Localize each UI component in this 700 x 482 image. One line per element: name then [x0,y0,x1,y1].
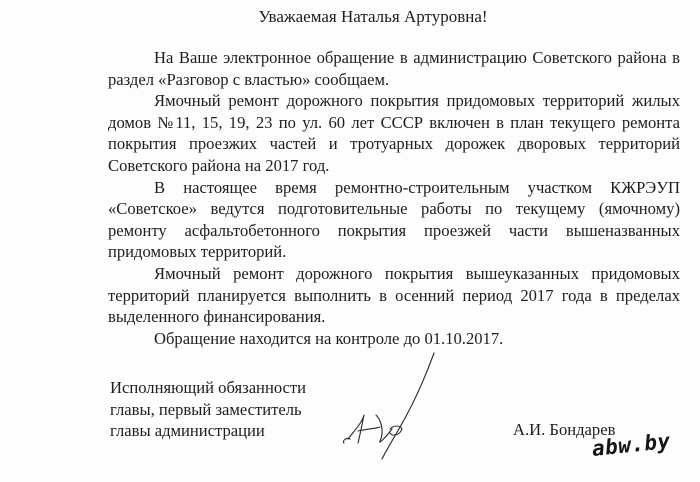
greeting: Уважаемая Наталья Артуровна! [258,7,488,26]
letter-body [108,47,680,349]
paragraph-intro: На Ваше электронное обращение в администрацию Советского района в раздел «Разговор с властью» сообщаем. [108,48,680,89]
paragraph-schedule: Ямочный ремонт дорожного покрытия вышеуказанных придомовых территорий планируется выполнить в осенний период 2017 года в пределах выделенного финансирования. [108,263,680,327]
signatory-title-line: главы администрации [110,421,265,441]
watermark-logo: abw.by [590,428,672,461]
paragraph-repair-plan: Ямочный ремонт дорожного покрытия придомовых территорий жилых домов №11, 15, 19, 23 по ул. 60 лет СССР включен в план текущего ремонта покрытия проезжих частей и тротуарных дорожек дворовых территорий Советского района на 2017 год. [108,91,680,175]
signatory-title-line: главы, первый заместитель [110,399,302,419]
paragraph-preparation: В настоящее время ремонтно-строительным участком КЖРЭУП «Советское» ведутся подготовительные работы по текущему (ямочному) ремонту асфальтобетонного покрытия проезжей части вышеназванных придомовых территорий. [108,177,680,262]
signer-name: А.И. Бондарев [513,420,616,439]
paragraph-control: Обращение находится на контроле до 01.10.2017. [154,328,504,348]
signatory-title [110,377,306,442]
signatory-title-line: Исполняющий обязанности [110,378,307,397]
handwritten-signature [330,345,480,465]
